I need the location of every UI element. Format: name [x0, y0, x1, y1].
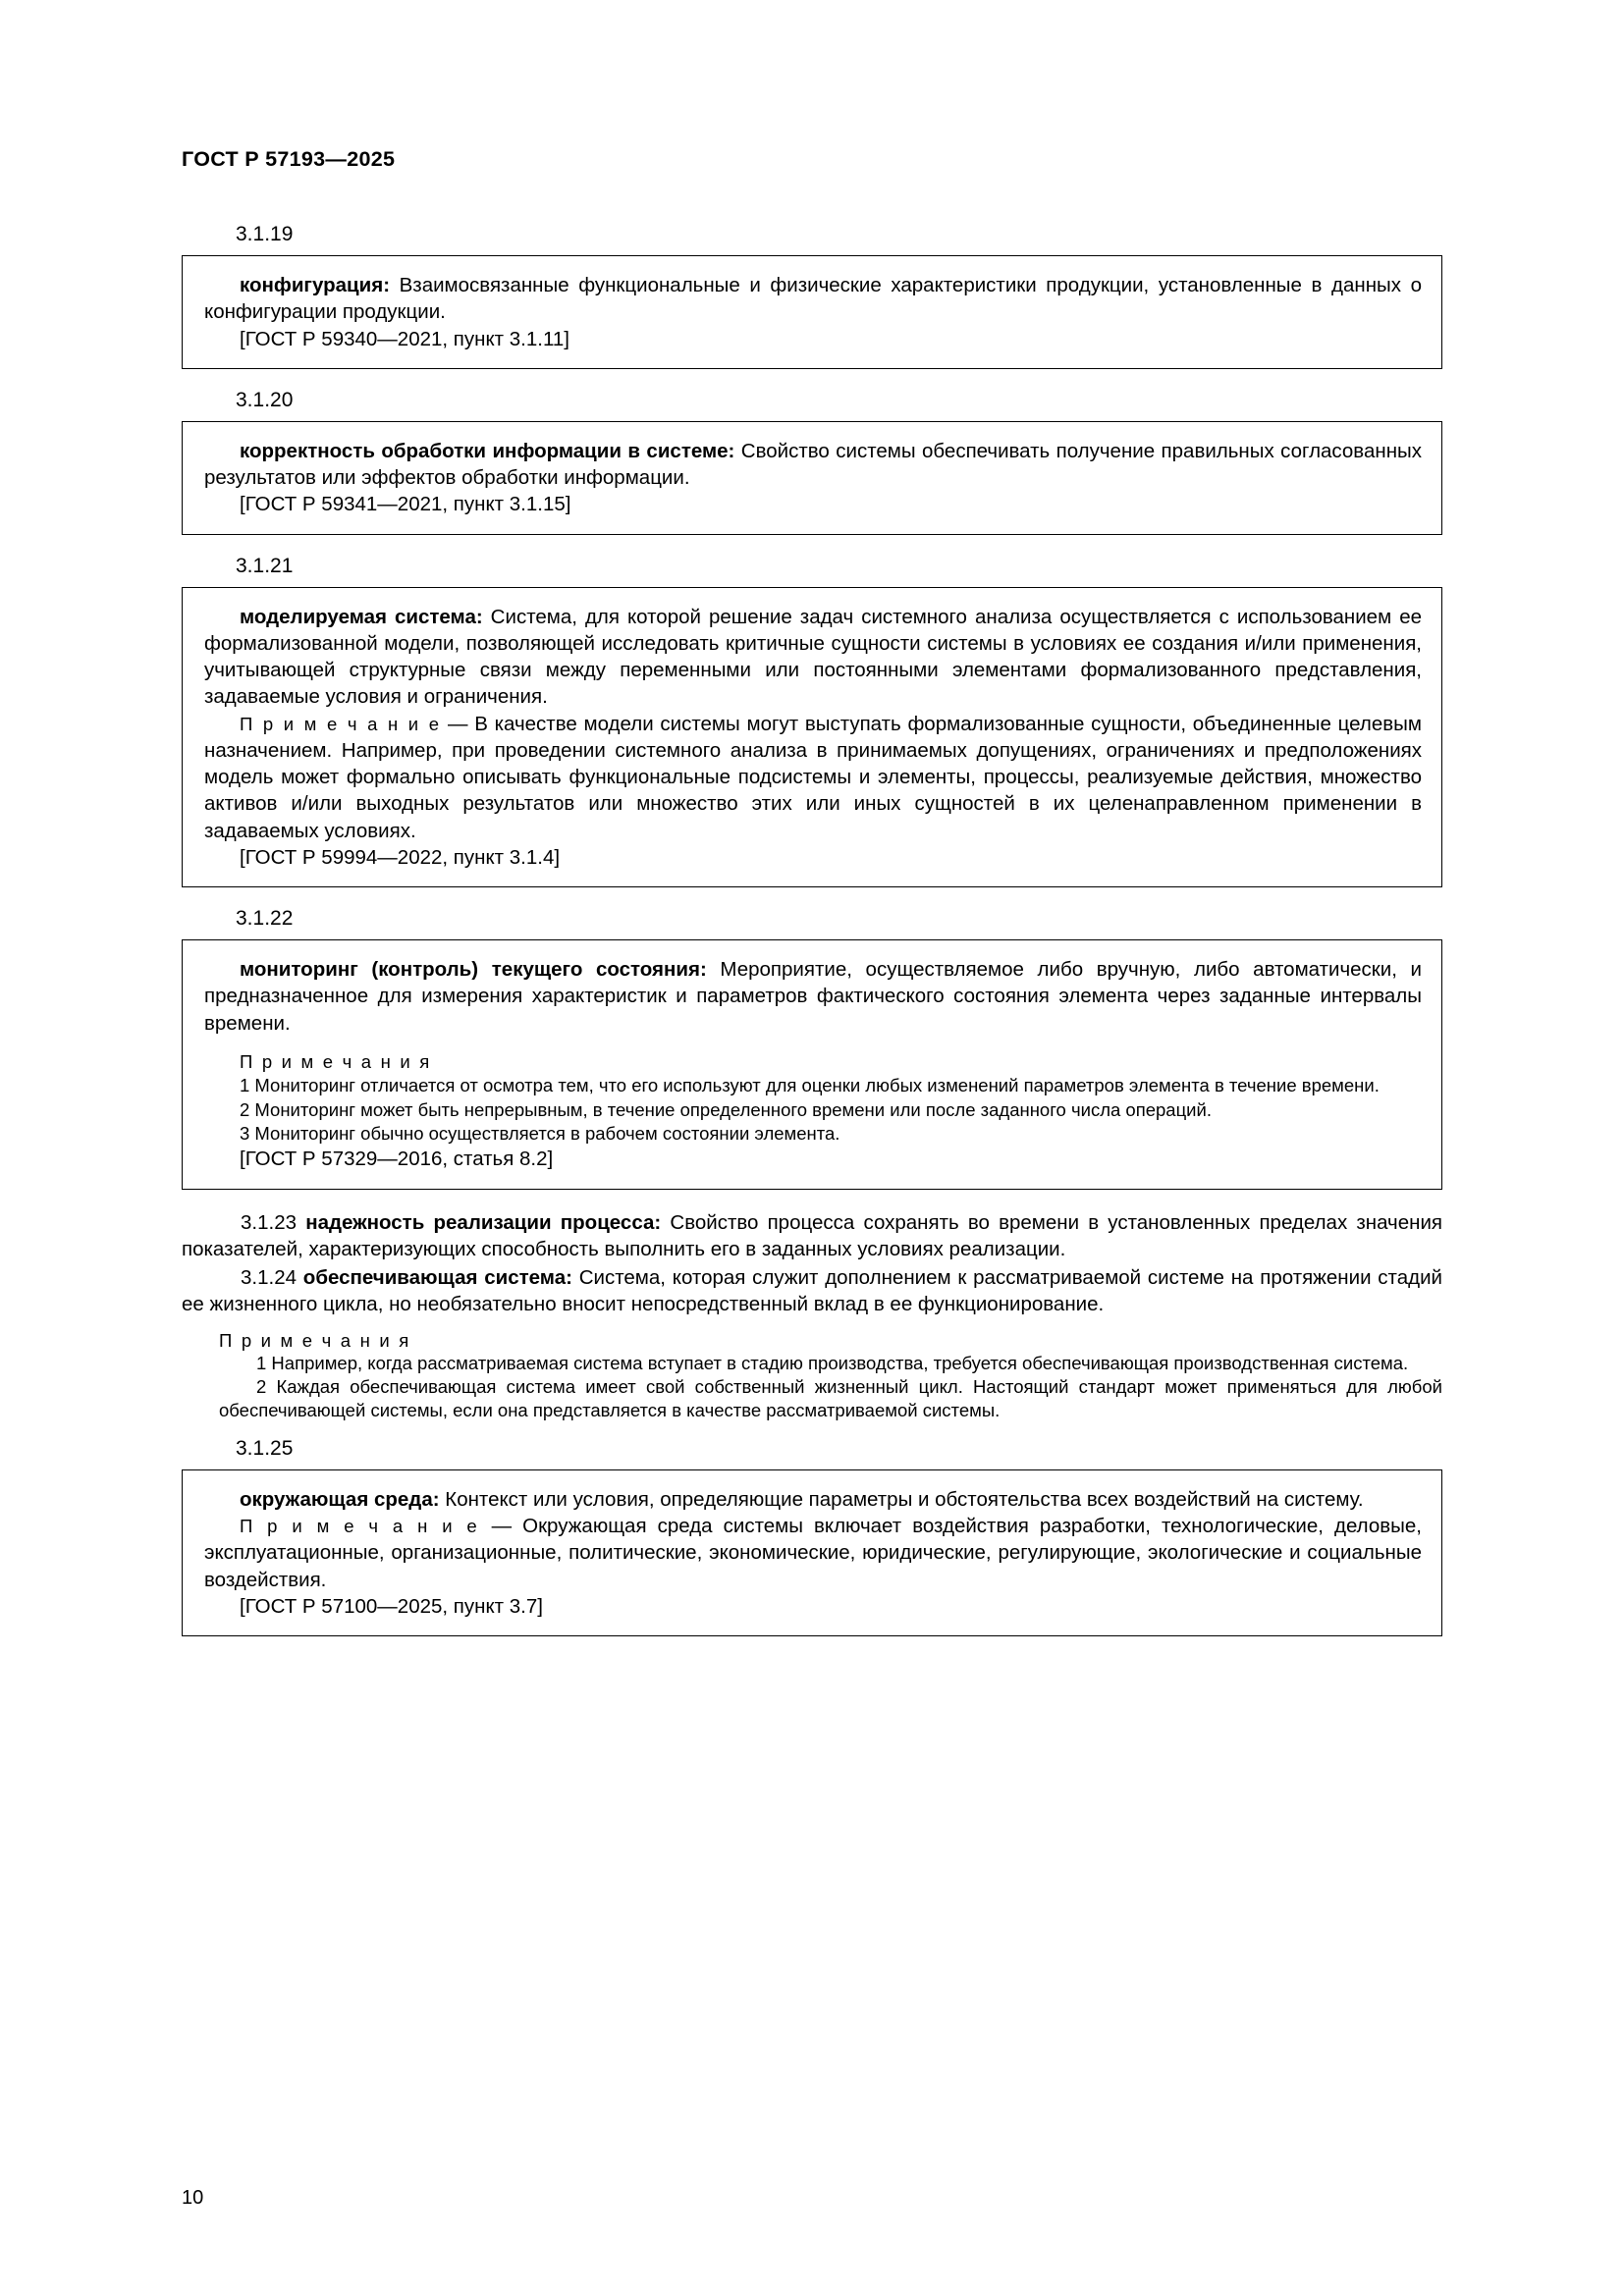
term-box-3-1-21	[182, 587, 1442, 888]
notes-heading-text: П р и м е ч а н и я	[240, 1050, 432, 1072]
notes-heading	[204, 1050, 1422, 1074]
term-name: обеспечивающая система:	[302, 1266, 572, 1290]
clause-number-3-1-21: 3.1.21	[236, 554, 294, 577]
page-number: 10	[182, 2187, 204, 2209]
term-definition-paragraph	[204, 956, 1422, 1037]
term-definition-paragraph	[204, 1486, 1422, 1513]
term-definition-paragraph	[204, 604, 1422, 711]
clause-number-3-1-22: 3.1.22	[236, 907, 294, 930]
clause-number: 3.1.24	[241, 1266, 303, 1290]
clause-number-3-1-20: 3.1.20	[236, 388, 294, 411]
term-box-3-1-19	[182, 255, 1442, 369]
term-source: [ГОСТ Р 59994—2022, пункт 3.1.4]	[240, 845, 561, 869]
note-heading: П р и м е ч а н и е	[240, 713, 442, 734]
note-item: 2 Мониторинг может быть непрерывным, в течение определенного времени или после заданного числа операций.	[240, 1098, 1212, 1120]
term-definition-paragraph	[204, 272, 1422, 326]
term-box-3-1-20	[182, 421, 1442, 535]
term-name: конфигурация:	[240, 274, 391, 296]
term-definition: Система, для которой решение задач системного анализа осуществляется с использованием ее формализованной модели, позволяющей исследовать критичные сущности системы в условиях ее создания и/или применения, учитывающей структурные связи между переменными или постоянными элементами формализованного представления, задаваемые условия и ограничения.	[204, 605, 1422, 709]
term-source: [ГОСТ Р 57100—2025, пункт 3.7]	[240, 1594, 543, 1618]
clause-3-1-24	[182, 1264, 1442, 1318]
clause-number: 3.1.23	[241, 1210, 306, 1234]
clause-number-3-1-19: 3.1.19	[236, 223, 294, 245]
term-definition-paragraph	[204, 438, 1422, 492]
note-item: 3 Мониторинг обычно осуществляется в рабочем состоянии элемента.	[240, 1122, 840, 1144]
note-item: 1 Мониторинг отличается от осмотра тем, что его используют для оценки любых изменений параметров элемента в течение времени.	[240, 1075, 1380, 1096]
term-definition: Свойство процесса сохранять во времени в установленных пределах значения показателей, характеризующих способность выполнить его в заданных условиях реализации.	[182, 1210, 1442, 1260]
note-text: — Окружающая среда системы включает воздействия разработки, технологические, деловые, эксплуатационные, организационные, политические, экономические, юридические, регулирующие, экологические и социальные воздействия.	[204, 1515, 1422, 1591]
clause-number-3-1-25: 3.1.25	[236, 1436, 294, 1460]
spacer	[182, 1423, 1442, 1437]
clause-3-1-23	[182, 1209, 1442, 1263]
term-source: [ГОСТ Р 57329—2016, статья 8.2]	[240, 1148, 554, 1171]
clause-3-1-24-note-item: 1 Например, когда рассматриваемая система вступает в стадию производства, требуется обеспечивающая производственная система.	[256, 1352, 1409, 1373]
term-source: [ГОСТ Р 59340—2021, пункт 3.1.11]	[240, 327, 569, 350]
term-name: моделируемая система:	[240, 605, 483, 628]
clause-3-1-24-notes-heading: П р и м е ч а н и я	[219, 1329, 411, 1351]
term-box-3-1-25	[182, 1469, 1442, 1636]
page-header: ГОСТ Р 57193—2025	[182, 147, 396, 171]
term-box-3-1-22	[182, 939, 1442, 1190]
note-text: — В качестве модели системы могут выступать формализованные сущности, объединенные целевым назначением. Например, при проведении системного анализа в принимаемых допущениях, ограничениях и предположениях модель может формально описывать функциональные подсистемы и элементы, процессы, реализуемые действия, множество активов и/или выходных результатов или множество этих или иных сущностей в их целенаправленном применении в задаваемых условиях.	[204, 712, 1422, 842]
term-name: надежность реализации процесса:	[305, 1210, 662, 1234]
term-name: корректность обработки информации в системе:	[240, 439, 735, 462]
term-notes-block	[204, 1050, 1422, 1147]
term-definition: Система, которая служит дополнением к рассматриваемой системе на протяжении стадий ее жизненного цикла, но необязательно вносит непосредственный вклад в ее функционирование.	[182, 1266, 1442, 1316]
term-name: окружающая среда:	[240, 1487, 440, 1511]
clause-3-1-24-note-item: 2 Каждая обеспечивающая система имеет свой собственный жизненный цикл. Настоящий стандарт может применяться для любой обеспечивающей системы, если она представляется в качестве рассматриваемой системы.	[219, 1376, 1442, 1421]
term-name: мониторинг (контроль) текущего состояния:	[240, 958, 707, 981]
term-definition: Мероприятие, осуществляемое либо вручную, либо автоматически, и предназначенное для измерения характеристик и параметров фактического состояния элемента через заданные интервалы времени.	[204, 958, 1422, 1035]
term-definition: Свойство системы обеспечивать получение правильных согласованных результатов или эффектов обработки информации.	[204, 439, 1423, 489]
term-definition: Контекст или условия, определяющие параметры и обстоятельства всех воздействий на систему.	[439, 1487, 1364, 1511]
note-heading: П р и м е ч а н и е	[240, 1516, 492, 1537]
term-definition: Взаимосвязанные функциональные и физические характеристики продукции, установленные в данных о конфигурации продукции.	[204, 274, 1422, 324]
term-source: [ГОСТ Р 59341—2021, пункт 3.1.15]	[240, 493, 571, 516]
term-note	[204, 711, 1422, 844]
term-note	[204, 1513, 1422, 1593]
